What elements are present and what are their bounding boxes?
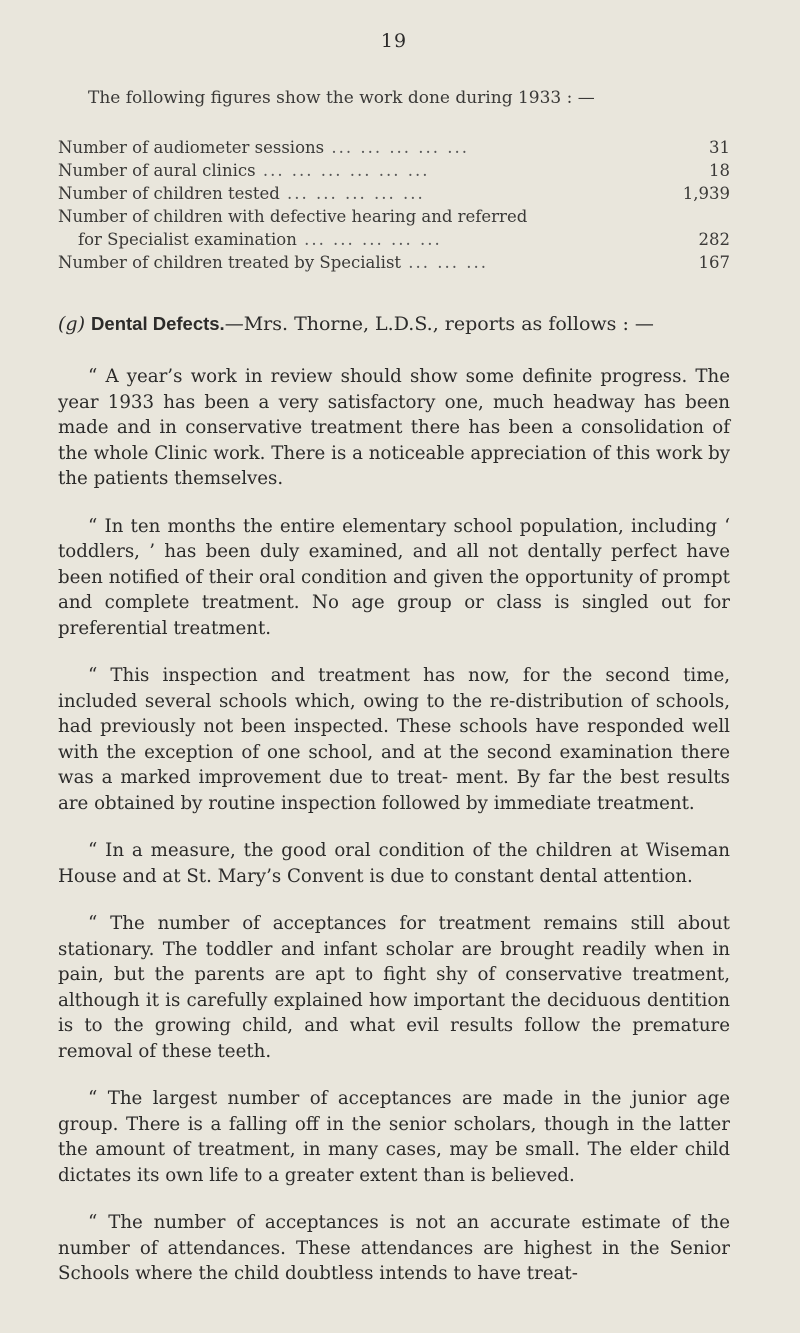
stat-row <box>58 136 730 159</box>
report-paragraph: “ In a measure, the good oral condition of the children at Wiseman House and at St. Mary’s Convent is due to constant dental attention. <box>58 840 730 887</box>
stat-label: Number of children treated by Specialist <box>58 253 402 272</box>
stat-label: Number of children tested <box>58 184 280 203</box>
stat-value: 167 <box>698 253 730 272</box>
report-paragraph: “ The number of acceptances is not an accurate estimate of the number of attendances. These attendances are highest in the Senior Schools where the child doubtless intends to have treat- <box>58 1212 730 1284</box>
report-paragraph: “ A year’s work in review should show some definite progress. The year 1933 has been a very satisfactory one, much headway has been made and in conservative treatment there has been a consolidation of the whole Clinic work. There is a noticeable appreciation of this work by the patients themselves. <box>58 366 730 489</box>
report-paragraph: “ This inspection and treatment has now, for the second time, included several schools which, owing to the re-distribution of schools, had previously not been inspected. These schools have responded well with the exception of one school, and at the second examination there was a marked improvement due to treat- ment. By far the best results are obtained by routine inspection followed by immediate treatment. <box>58 665 730 814</box>
leader-dots: ... ... ... ... ... ... <box>255 161 430 180</box>
stat-row <box>58 228 730 251</box>
leader-dots: ... ... ... ... ... <box>324 138 470 157</box>
stat-value: 1,939 <box>682 184 730 203</box>
report-paragraph: “ In ten months the entire elementary school population, including ‘ toddlers, ’ has been duly examined, and all not dentally perfect have been notified of their oral condition and given the opportunity of prompt and complete treatment. No age group or class is singled out for preferential treatment. <box>58 515 730 639</box>
leader-dots: ... ... ... ... ... <box>296 230 442 249</box>
stat-value: 282 <box>698 230 730 249</box>
leader-dots: ... ... ... ... ... <box>279 184 425 203</box>
statistics-list <box>58 136 730 274</box>
intro-line: The following figures show the work done during 1933 : — <box>88 88 595 108</box>
stat-value: 31 <box>709 138 730 157</box>
section-lead: —Mrs. Thorne, L.D.S., reports as follows : — <box>224 313 654 335</box>
stat-row <box>58 182 730 205</box>
report-paragraph: “ The largest number of acceptances are made in the junior age group. There is a falling off in the senior scholars, though in the latter the amount of treatment, in many cases, may be small. The elder child dictates its own life to a greater extent than is believed. <box>58 1088 730 1186</box>
stat-row <box>58 159 730 182</box>
leader-dots: ... ... ... <box>401 253 489 272</box>
section-title: Dental Defects. <box>91 313 225 334</box>
page-number: 19 <box>380 30 408 52</box>
section-heading <box>58 310 730 338</box>
stat-label: Number of aural clinics <box>58 161 256 180</box>
section-marker: (g) <box>58 313 85 335</box>
stat-row <box>58 205 730 228</box>
stat-label: Number of children with defective hearing and referred <box>58 207 528 226</box>
stat-row <box>58 251 730 274</box>
stat-value: 18 <box>709 161 730 180</box>
stat-label: Number of audiometer sessions <box>58 138 325 157</box>
stat-label: for Specialist examination <box>78 230 297 249</box>
report-paragraph: “ The number of acceptances for treatment remains still about stationary. The toddler and infant scholar are brought readily when in pain, but the parents are apt to fight shy of conservative treatment, although it is carefully explained how important the deciduous dentition is to the growing child, and what evil results follow the premature removal of these teeth. <box>58 913 730 1062</box>
